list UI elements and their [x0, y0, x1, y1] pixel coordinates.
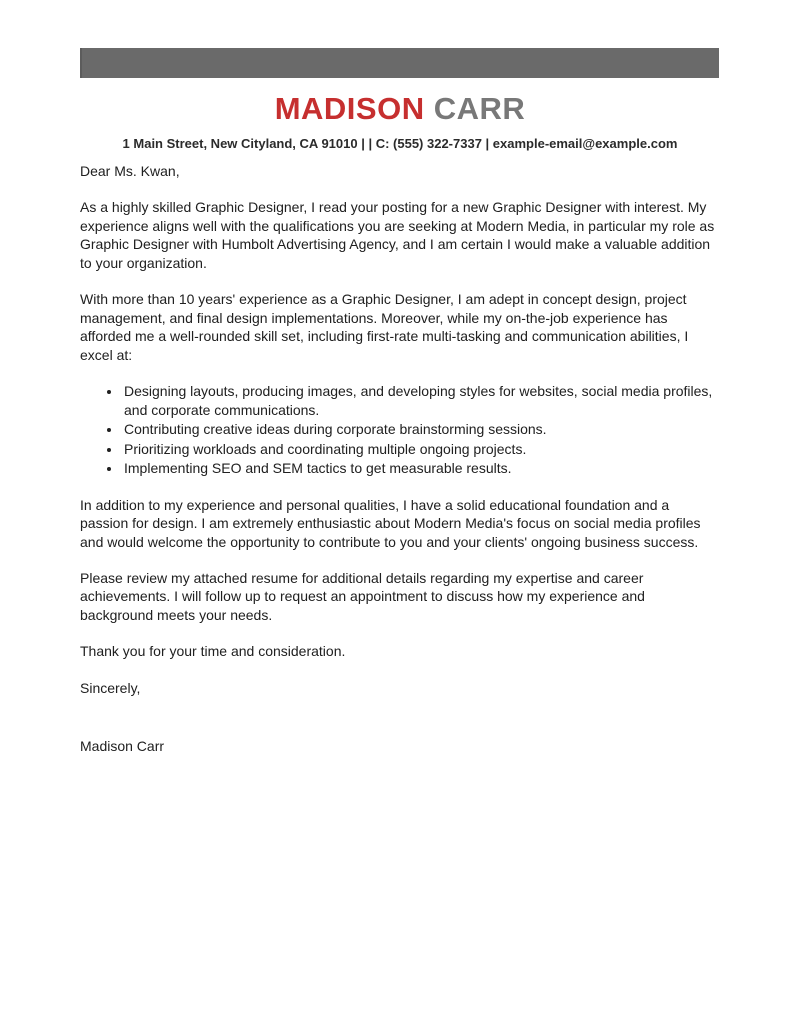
signoff: Sincerely, — [80, 679, 141, 696]
list-item: • Contributing creative ideas during corporate brainstorming sessions. — [122, 420, 720, 438]
list-item: • Implementing SEO and SEM tactics to get measurable results. — [122, 459, 720, 477]
letter-body — [80, 162, 720, 756]
signature-name: Madison Carr — [80, 738, 165, 755]
page-title — [0, 92, 800, 126]
paragraph-resume: Please review my attached resume for additional details regarding my expertise and career achievements. I will follow up to request an appointment to discuss how my experience and background meets your needs. — [80, 569, 645, 623]
thanks-line: Thank you for your time and consideration. — [80, 643, 346, 660]
header-accent-bar — [80, 48, 719, 78]
paragraph-experience: With more than 10 years' experience as a Graphic Designer, I am adept in concept design, project management, and final design implementations. Moreover, while my on-the-job experience has afforded me a well-rounded skill set, including first-rate multi-tasking and communication abilities, I excel at: — [80, 291, 689, 363]
skills-bullet-list — [80, 382, 720, 477]
paragraph-education: In addition to my experience and personal qualities, I have a solid educational foundation and a passion for design. I am extremely enthusiastic about Modern Media's focus on social media profiles and would welcome the opportunity to contribute to you and your clients' ongoing business success. — [80, 496, 701, 550]
salutation: Dear Ms. Kwan, — [80, 163, 180, 179]
name-last: CARR — [433, 91, 526, 126]
list-item: • Prioritizing workloads and coordinating multiple ongoing projects. — [122, 440, 720, 458]
list-item: • Designing layouts, producing images, and developing styles for websites, social media profiles, and corporate communications. — [122, 382, 720, 419]
paragraph-intro: As a highly skilled Graphic Designer, I read your posting for a new Graphic Designer with interest. My experience aligns well with the qualifications you are seeking at Modern Media, in particular my role as Graphic Designer with Humbolt Advertising Agency, and I am certain I would make a valuable addition to your organization. — [80, 199, 715, 271]
contact-info: 1 Main Street, New Cityland, CA 91010 | | C: (555) 322-7337 | example-email@example.com — [122, 136, 678, 151]
name-first: MADISON — [274, 91, 425, 126]
